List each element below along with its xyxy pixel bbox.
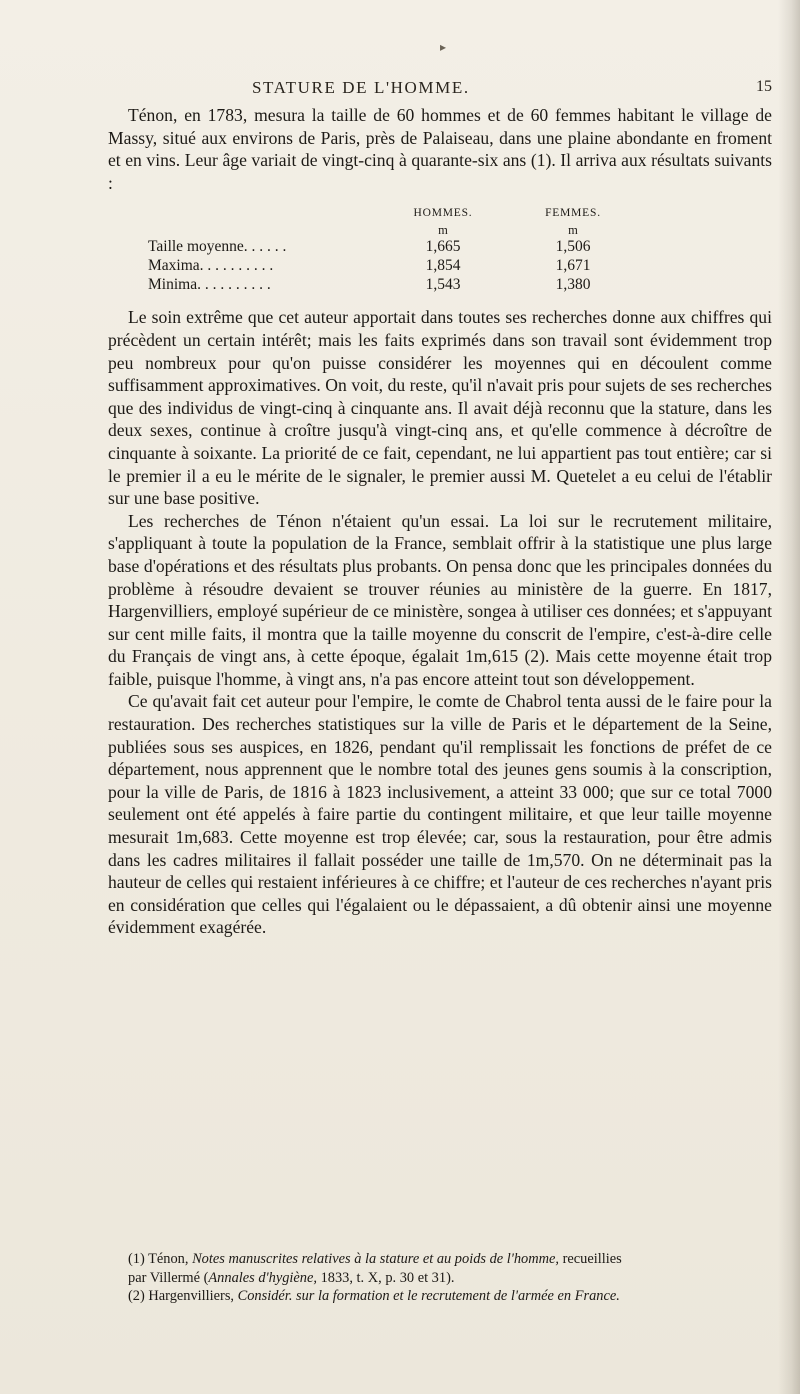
paragraph-3: Les recherches de Ténon n'étaient qu'un essai. La loi sur le recrutement militaire, s'appliquant à toute la population de la France, semblait offrir à la statistique une plus large base d'opérations et des résultats plus probants. On pensa donc que les principales données du problème à résoudre devaient se trouver réunies au ministère de la guerre. En 1817, Hargenvilliers, employé supérieur de ce ministère, songea à utiliser ces données; et s'appuyant sur cent mille faits, il montra que la taille moyenne du conscrit de l'empire, c'est-à-dire celle du Français de vingt ans, à cette époque, égalait 1m,615 (2). Mais cette moyenne était trop faible, puisque l'homme, à vingt ans, n'a pas encore atteint tout son développement. <box>108 510 772 689</box>
body-text <box>108 104 772 939</box>
footnote-1-continuation: par Villermé (Annales d'hygiène, 1833, t. X, p. 30 et 31). <box>128 1269 455 1286</box>
column-header-women: FEMMES. <box>545 207 601 220</box>
table-units-row <box>148 223 638 237</box>
value-women: 1,506 <box>555 238 591 256</box>
footnotes <box>108 1250 772 1306</box>
running-head <box>252 78 772 102</box>
footnote-2-title: Considér. sur la formation et le recrutement de l'armée en France. <box>237 1288 620 1304</box>
paragraph-4: Ce qu'avait fait cet auteur pour l'empire, le comte de Chabrol tenta aussi de le faire pour la restauration. Des recherches statistiques sur la ville de Paris et le département de la Seine, publiées sous ses auspices, en 1826, pendant qu'il remplissait les fonctions de préfet de ce département, nous apprennent que le nombre total des jeunes gens soumis à la conscription, pour la ville de Paris, de 1816 à 1823 inclusivement, a atteint 33 000; que sur ce total 7000 seulement ont été appelés à faire partie du contingent militaire, et que leur taille moyenne mesurait 1m,683. Cette moyenne est trop élevée; car, sous la restauration, pour être admis dans les cadres militaires il fallait posséder une taille de 1m,570. On ne déterminait pas la hauteur de celles qui restaient inférieures à ce chiffre; et l'auteur de ces recherches n'ayant pris en considération que celles qui l'égalaient ou le dépassaient, a dû obtenir ainsi une moyenne évidemment exagérée. <box>108 691 772 938</box>
stature-table <box>148 204 638 294</box>
row-label: Minima. . . . . . . . . . <box>148 276 271 294</box>
running-title: STATURE DE L'HOMME. <box>252 78 470 97</box>
unit-women: m <box>568 223 578 238</box>
value-women: 1,671 <box>555 257 591 275</box>
page-edge-shadow <box>778 0 800 1394</box>
footnote-1-journal: Annales d'hygiène, <box>208 1269 317 1286</box>
footnote-1: (1) Ténon, Notes manuscrites relatives à la stature et au poids de l'homme, recueillies <box>128 1251 622 1267</box>
column-header-men: HOMMES. <box>413 207 473 220</box>
footnote-1-title: Notes manuscrites relatives à la stature et au poids de l'homme, <box>192 1251 560 1267</box>
value-men: 1,543 <box>425 276 461 294</box>
paragraph-1: Ténon, en 1783, mesura la taille de 60 hommes et de 60 femmes habitant le village de Massy, situé aux environs de Paris, près de Palaiseau, dans une plaine abondante en froment et en vins. Leur âge variait de vingt-cinq à quarante-six ans (1). Il arriva aux résultats suivants : <box>108 105 772 193</box>
row-label: Maxima. . . . . . . . . . <box>148 257 274 275</box>
page-number: 15 <box>756 78 772 95</box>
footnote-2: (2) Hargenvilliers, Considér. sur la formation et le recrutement de l'armée en France. <box>128 1288 620 1304</box>
value-men: 1,854 <box>425 257 461 275</box>
table-header-row <box>148 204 638 223</box>
unit-men: m <box>438 223 448 238</box>
value-women: 1,380 <box>555 276 591 294</box>
paragraph-2: Le soin extrême que cet auteur apportait dans toutes ses recherches donne aux chiffres qui précèdent un certain intérêt; mais les faits exprimés dans son travail sont évidemment trop peu nombreux pour qu'on puisse considérer les moyennes qui en découlent comme suffisamment approximatives. On voit, du reste, qu'il n'avait pris pour sujets de ses recherches que des individus de vingt-cinq à cinquante ans. Il avait déjà reconnu que la stature, dans les deux sexes, continue à croître jusqu'à vingt-cinq ans, et qu'elle commence à décroître de cinquante à soixante. La priorité de ce fait, cependant, ne lui appartient pas tout entière; car si le premier il a eu le mérite de le signaler, le premier aussi M. Quetelet a eu celui de l'établir sur une base positive. <box>108 307 772 509</box>
table-row <box>148 237 638 256</box>
value-men: 1,665 <box>425 238 461 256</box>
row-label: Taille moyenne. . . . . . <box>148 238 287 256</box>
table-row <box>148 275 638 294</box>
margin-mark: ▸ <box>440 40 447 54</box>
table-row <box>148 256 638 275</box>
